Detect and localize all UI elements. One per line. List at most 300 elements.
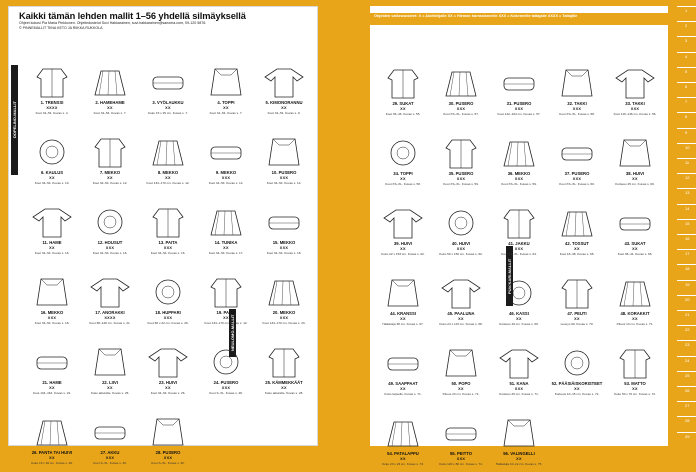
item-difficulty: XXX [221, 175, 231, 180]
item-name: 35. PUSERO [448, 171, 474, 176]
garment-sketch-icon [440, 66, 482, 100]
item-difficulty: XX [223, 105, 229, 110]
garment-sketch-icon [31, 275, 73, 309]
garment-sketch-icon [382, 276, 424, 310]
ruler-tick [677, 356, 696, 357]
ruler-number: 4 [685, 53, 688, 59]
item-name: 15. MEKKO [272, 240, 296, 245]
page-title: Kaikki tämän lehden mallit 1–56 yhdellä silmäyksellä [19, 11, 246, 21]
ruler-tick [677, 340, 696, 341]
ruler-tick [677, 310, 696, 311]
ruler-number: 20 [685, 296, 690, 302]
item-name: 21. HAME [42, 380, 62, 385]
catalog-item [139, 415, 197, 471]
item-difficulty: XX [281, 105, 287, 110]
garment-sketch-icon [556, 136, 598, 170]
item-difficulty: XXX [47, 315, 57, 320]
garment-sketch-icon [382, 66, 424, 100]
item-size: Koot XS–XL. Kuvas s. 58. [559, 111, 595, 116]
item-difficulty: XX [400, 456, 406, 461]
garment-sketch-icon [614, 206, 656, 240]
item-name: 37. PUSERO [564, 171, 590, 176]
catalog-item [255, 65, 313, 121]
ruler-tick [677, 82, 696, 83]
catalog-item [432, 276, 490, 332]
item-difficulty: XXX [514, 106, 524, 111]
garment-sketch-icon [31, 65, 73, 99]
item-name: 54. PATALAPPU [387, 451, 419, 456]
catalog-item [23, 135, 81, 191]
item-size: Koot XS–XL. Kuvas s. 57. [443, 111, 479, 116]
ruler-number: 29 [685, 433, 690, 439]
catalog-item [606, 66, 664, 122]
garment-sketch-icon [263, 275, 305, 309]
item-name: 31. PUSERO [506, 101, 532, 106]
item-name: 17. ANORAKKI [95, 310, 125, 315]
ruler-tick [677, 21, 696, 22]
catalog-item [490, 206, 548, 262]
ruler-number: 23 [685, 342, 690, 348]
catalog-item [432, 206, 490, 262]
garment-sketch-icon [614, 346, 656, 380]
item-name: 32. TAKKI [567, 101, 587, 106]
catalog-item [374, 66, 432, 122]
garment-sketch-icon [614, 136, 656, 170]
garment-sketch-icon [147, 65, 189, 99]
garment-sketch-icon [31, 415, 73, 449]
item-name: 23. HUIVI [158, 380, 178, 385]
item-difficulty: XX [400, 106, 406, 111]
item-size: Pituus 13 cm. Kuvas s. 71. [616, 321, 654, 326]
item-name: 45. PAALUNA [447, 311, 475, 316]
catalog-item [197, 205, 255, 261]
catalog-item [490, 346, 548, 402]
ruler-tick [677, 401, 696, 402]
garment-sketch-icon [498, 206, 540, 240]
ruler-tick [677, 36, 696, 37]
catalog-item [490, 66, 548, 122]
item-name: 47. PEUTI [567, 311, 587, 316]
left-header [19, 11, 309, 31]
item-size: Koot 34–54. Kuvas s. 9. [267, 110, 301, 115]
item-difficulty: XX [165, 105, 171, 110]
catalog-item [548, 346, 606, 402]
contact-line: Ohjeet kokosi Pia Maria Pinkkonen. Ohjetiedustelut Suvi Hakkarainen, suvi.hakkarainen@sanoma.com, 09-120 5876. [19, 21, 207, 25]
item-size: Koot 34–54. Kuvas s. 26. [150, 390, 186, 395]
item-difficulty: XXXX [46, 105, 58, 110]
item-name: 3. VYÖLAUKKU [152, 100, 184, 105]
item-size: Koot 110–146 cm. Kuvas s. 56. [613, 111, 657, 116]
item-size: Koot 134–170 cm. Kuvas s. 12. [204, 320, 248, 325]
item-size: Koot 34–54. Kuvas s. 16. [150, 250, 186, 255]
item-difficulty: XXX [456, 106, 466, 111]
garment-sketch-icon [263, 205, 305, 239]
garment-sketch-icon [382, 416, 424, 450]
garment-sketch-icon [31, 135, 73, 169]
item-name: 6. KAULUS [40, 170, 64, 175]
item-name: 7. MEKKO [99, 170, 121, 175]
garment-sketch-icon [498, 276, 540, 310]
item-size: Koko 24 x 115 cm. Kuvas s. 68. [439, 321, 483, 326]
item-difficulty: XX [400, 246, 406, 251]
catalog-item [490, 416, 548, 472]
garment-sketch-icon [556, 66, 598, 100]
item-name: 51. KANA [509, 381, 529, 386]
item-name: 46. KASSI [509, 311, 529, 316]
catalog-item [197, 65, 255, 121]
item-difficulty: XX [574, 246, 580, 251]
credits-line: © PINNEMALLIT TIINA KETO JA RIIKKA RUKKOLA [19, 26, 103, 30]
item-size: Halkaisija 38 cm. Kuvas s. 67. [382, 321, 424, 326]
catalog-item [548, 276, 606, 332]
catalog-item [23, 275, 81, 331]
ruler-number: 10 [685, 144, 690, 150]
garment-sketch-icon [205, 135, 247, 169]
item-difficulty: XX [574, 386, 580, 391]
ruler-number: 26 [685, 388, 690, 393]
ruler-tick [677, 325, 696, 326]
catalog-item [81, 275, 139, 331]
ruler-number: 6 [685, 84, 688, 89]
ruler-number: 15 [685, 220, 690, 226]
item-difficulty: XXX [630, 106, 640, 111]
garment-sketch-icon [31, 205, 73, 239]
item-size: Koot XS–XL. Kuvas s. 64. [501, 251, 537, 256]
garment-sketch-icon [89, 275, 131, 309]
item-name: 11. HAME [42, 240, 62, 245]
catalog-item [432, 136, 490, 192]
item-difficulty: XX [223, 245, 229, 250]
ruler-tick [677, 97, 696, 98]
garment-sketch-icon [498, 66, 540, 100]
catalog-item [197, 275, 255, 331]
catalog-item [23, 345, 81, 401]
item-size: Koot 34–54. Kuvas s. 12. [92, 180, 128, 185]
ruler-number: 14 [685, 205, 690, 211]
item-difficulty: XX [632, 246, 638, 251]
item-difficulty: XX [400, 176, 406, 181]
garment-sketch-icon [498, 346, 540, 380]
section-tab-puikkari: PUIKKARI-MALLIT [506, 246, 513, 306]
item-name: 8. MEKKO [157, 170, 179, 175]
ruler-tick [677, 128, 696, 129]
catalog-item [23, 65, 81, 121]
difficulty-legend-bar [370, 13, 668, 25]
catalog-item [81, 345, 139, 401]
catalog-item [81, 65, 139, 121]
garment-sketch-icon [205, 65, 247, 99]
ruler-tick [677, 52, 696, 53]
item-difficulty: XX [281, 385, 287, 390]
ruler-number: 7 [685, 99, 688, 105]
item-name: 14. TUNIKA [214, 240, 238, 245]
garment-sketch-icon [382, 136, 424, 170]
item-size: Pituus 23 cm. Kuvas s. 71. [442, 391, 480, 396]
ruler-number: 22 [685, 327, 690, 333]
ruler-tick [677, 188, 696, 189]
item-size: Koot 122–164 cm. Kuvas s. 57. [497, 111, 541, 116]
item-size: Koot 34–54. Kuvas s. 18. [266, 250, 302, 255]
item-difficulty: XXX [163, 315, 173, 320]
ruler-tick [677, 371, 696, 372]
item-difficulty: XXX [105, 455, 115, 460]
item-name: 43. SUKAT [624, 241, 646, 246]
item-name: 36. MEKKO [507, 171, 531, 176]
item-name: 49. SAAPPAAT [388, 381, 418, 386]
catalog-item [374, 416, 432, 472]
item-name: 1. TRENSSI [40, 100, 64, 105]
item-size: Koot 34–54. Kuvas s. 14. [266, 180, 302, 185]
item-name: 20. MEKKO [272, 310, 296, 315]
item-difficulty: XX [49, 385, 55, 390]
catalog-item [606, 346, 664, 402]
catalog-item [197, 345, 255, 401]
item-difficulty: XX [107, 105, 113, 110]
item-name: 38. HUIVI [625, 171, 645, 176]
garment-sketch-icon [89, 345, 131, 379]
ruler-number: 12 [685, 175, 690, 181]
right-page [370, 6, 668, 466]
item-name: 24. PUSERO [213, 380, 239, 385]
item-difficulty: XX [49, 245, 55, 250]
ruler-tick [677, 204, 696, 205]
catalog-item [606, 136, 664, 192]
catalog-item [255, 135, 313, 191]
catalog-item [81, 205, 139, 261]
item-name: 56. VALINGELLI [503, 451, 535, 456]
catalog-item [490, 276, 548, 332]
catalog-item [606, 206, 664, 262]
item-name: 25. KÄMMEKKÄÄT [265, 380, 303, 385]
item-size: Koko 50 x 70 cm. Kuvas s. 72. [614, 391, 656, 396]
garment-sketch-icon [263, 135, 305, 169]
catalog-item [23, 415, 81, 471]
catalog-item [606, 276, 664, 332]
catalog-item [139, 135, 197, 191]
ruler-number: 16 [685, 236, 690, 241]
catalog-item [139, 205, 197, 261]
ruler-tick [677, 219, 696, 220]
ruler-number: 1 [685, 8, 688, 13]
ruler-tick [677, 295, 696, 296]
item-size: Koko 15 x 94 cm. Kuvas s. 29. [31, 460, 73, 465]
section-tab-neulomo: NEULOMO-MALLIT [229, 309, 236, 357]
item-name: 40. HUIVI [451, 241, 471, 246]
item-difficulty: XX [223, 315, 229, 320]
item-size: Koot XS–XL. Kuvas s. 59. [501, 181, 537, 186]
garment-sketch-icon [147, 205, 189, 239]
ruler-number: 19 [685, 281, 690, 287]
item-difficulty: XX [107, 175, 113, 180]
catalog-item [139, 65, 197, 121]
catalog-item [374, 206, 432, 262]
item-name: 2. HAMEHAME [95, 100, 125, 105]
ruler-number: 17 [685, 251, 690, 257]
garment-sketch-icon [614, 276, 656, 310]
item-difficulty: XX [458, 386, 464, 391]
garment-sketch-icon [147, 415, 189, 449]
ruler-number: 5 [685, 68, 688, 74]
item-size: Koot S–XL. Kuvas s. 30. [93, 460, 127, 465]
item-name: 13. PAITA [158, 240, 178, 245]
catalog-item [374, 136, 432, 192]
item-name: 41. JAKKU [508, 241, 530, 246]
catalog-item [81, 415, 139, 471]
item-difficulty: XXXX [104, 315, 116, 320]
item-difficulty: XX [49, 175, 55, 180]
garment-sketch-icon [89, 65, 131, 99]
item-size: Korkeus 25 cm. Kuvas s. 71. [499, 391, 539, 396]
item-size: Koot 34–54. Kuvas s. 18. [34, 320, 70, 325]
ruler-tick [677, 234, 696, 235]
ruler-number: 21 [685, 312, 690, 317]
item-size: Koot 34–54. Kuvas s. 16. [34, 250, 70, 255]
item-size: Koot 34–54. Kuvas s. 7. [209, 110, 243, 115]
ruler-number: 18 [685, 266, 690, 272]
item-size: Koot 134–170 cm. Kuvas s. 12. [146, 180, 190, 185]
item-difficulty: XX [632, 386, 638, 391]
item-size: Koot 38–41. Kuvas s. 66. [617, 251, 653, 256]
item-difficulty: XXX [163, 245, 173, 250]
item-size: Koot 34–54. Kuvas s. 10. [34, 180, 70, 185]
catalog-item [548, 136, 606, 192]
garment-sketch-icon [205, 275, 247, 309]
item-name: 33. TAKKI [625, 101, 645, 106]
ruler-number: 27 [685, 403, 690, 409]
ruler-tick [677, 158, 696, 159]
catalog-item [374, 346, 432, 402]
item-size: Koot 68–128 cm. Kuvas s. 21. [89, 320, 131, 325]
item-difficulty: XX [107, 385, 113, 390]
catalog-item [490, 136, 548, 192]
item-difficulty: XX [165, 175, 171, 180]
item-name: 42. TOSSUT [565, 241, 589, 246]
garment-sketch-icon [498, 416, 540, 450]
item-size: Koot 36–46. Kuvas s. 55. [385, 111, 421, 116]
item-name: 18. HUPPARI [155, 310, 181, 315]
ruler-number: 8 [685, 114, 688, 120]
garment-sketch-icon [498, 136, 540, 170]
catalog-item [548, 66, 606, 122]
item-name: 27. AKKU [100, 450, 120, 455]
item-name: 4. TOPPI [217, 100, 235, 105]
item-size: Koot 68 x 22 cm. Kuvas s. 26. [147, 320, 189, 325]
ruler-number: 3 [685, 38, 688, 44]
ruler-number: 2 [685, 23, 688, 29]
item-size: Koot 18–38. Kuvas s. 65. [559, 251, 595, 256]
ruler-tick [677, 416, 696, 417]
item-difficulty: XXX [572, 176, 582, 181]
catalog-item [432, 416, 490, 472]
item-difficulty: XXX [105, 245, 115, 250]
item-difficulty: XXX [279, 315, 289, 320]
item-difficulty: XXX [163, 455, 173, 460]
item-name: 50. POPO [451, 381, 471, 386]
item-size: Koot 34–54. Kuvas s. 17. [208, 250, 244, 255]
item-size: Koot XS–XL. Kuvas s. 58. [385, 181, 421, 186]
catalog-item [139, 345, 197, 401]
item-difficulty: XXX [456, 246, 466, 251]
ruler-number: 13 [685, 190, 690, 196]
catalog-item [81, 135, 139, 191]
ruler-tick [677, 249, 696, 250]
garment-sketch-icon [440, 206, 482, 240]
item-size: Korkeus 49 cm. Kuvas s. 69. [499, 321, 539, 326]
garment-sketch-icon [556, 276, 598, 310]
item-difficulty: XX [632, 176, 638, 181]
ruler-tick [677, 112, 696, 113]
item-size: Koot S–XL. Kuvas s. 28. [209, 390, 243, 395]
garment-sketch-icon [147, 135, 189, 169]
item-difficulty: XX [632, 316, 638, 321]
item-difficulty: XXX [514, 386, 524, 391]
catalog-item [432, 346, 490, 402]
catalog-item [139, 275, 197, 331]
item-name: 48. KORAKKIT [620, 311, 650, 316]
item-difficulty: XXX [221, 385, 231, 390]
garment-sketch-icon [147, 275, 189, 309]
item-name: 10. PUSERO [271, 170, 297, 175]
item-size: Koko 15 x 25 cm. Kuvas s. 7. [147, 110, 189, 115]
garment-sketch-icon [440, 416, 482, 450]
item-size: Koot 134–164. Kuvas s. 24. [32, 390, 71, 395]
ruler-number: 11 [685, 160, 690, 165]
catalog-item [432, 66, 490, 122]
item-size: Leveys 60. Kuvas s. 70. [560, 321, 594, 326]
item-size: Koot 34–54. Kuvas s. 4. [35, 110, 69, 115]
garment-sketch-icon [440, 276, 482, 310]
garment-sketch-icon [205, 205, 247, 239]
catalog-item [23, 205, 81, 261]
item-name: 16. MEKKO [40, 310, 64, 315]
item-name: 29. SUKAT [392, 101, 414, 106]
item-name: 34. TOPPI [393, 171, 413, 176]
garment-sketch-icon [89, 415, 131, 449]
item-name: 28. PUSERO [155, 450, 181, 455]
item-size: Halkaisija 10–12 cm. Kuvas s. 75. [495, 461, 543, 466]
item-size: Koko aikuisille. Kuvas s. 25. [90, 390, 130, 395]
ruler-tick [677, 280, 696, 281]
item-size: Korkeus 45 cm. Kuvas s. 60. [615, 181, 655, 186]
item-name: 55. PEITTO [449, 451, 473, 456]
garment-sketch-icon [382, 346, 424, 380]
item-size: Korkeus 10–15 cm. Kuvas s. 72. [554, 391, 600, 396]
item-size: Koko 50 x 150 cm. Kuvas s. 62. [439, 251, 483, 256]
garment-sketch-icon [205, 345, 247, 379]
garment-sketch-icon [440, 346, 482, 380]
item-name: 26. PANTA TAI HUIVI [31, 450, 73, 455]
garment-sketch-icon [556, 206, 598, 240]
item-size: Koko aikuisille. Kuvas s. 28. [264, 390, 304, 395]
item-size: Koot S–XL. Kuvas s. 32. [151, 460, 185, 465]
ruler-tick [677, 143, 696, 144]
item-difficulty: XXX [514, 176, 524, 181]
garment-sketch-icon [263, 65, 305, 99]
item-name: 30. PUSERO [448, 101, 474, 106]
item-name: 19. PAITA [216, 310, 236, 315]
item-size: Koko 23 x 23 cm. Kuvas s. 73. [382, 461, 424, 466]
item-difficulty: XXX [572, 106, 582, 111]
catalog-item [197, 135, 255, 191]
item-size: Koko 22 x 153 cm. Kuvas s. 62. [381, 251, 425, 256]
item-difficulty: XX [400, 316, 406, 321]
item-name: 53. MATTO [624, 381, 646, 386]
catalog-item [548, 206, 606, 262]
ruler-number: 28 [685, 418, 690, 424]
page-ruler [677, 0, 696, 450]
item-difficulty: XX [516, 456, 522, 461]
catalog-item [255, 345, 313, 401]
